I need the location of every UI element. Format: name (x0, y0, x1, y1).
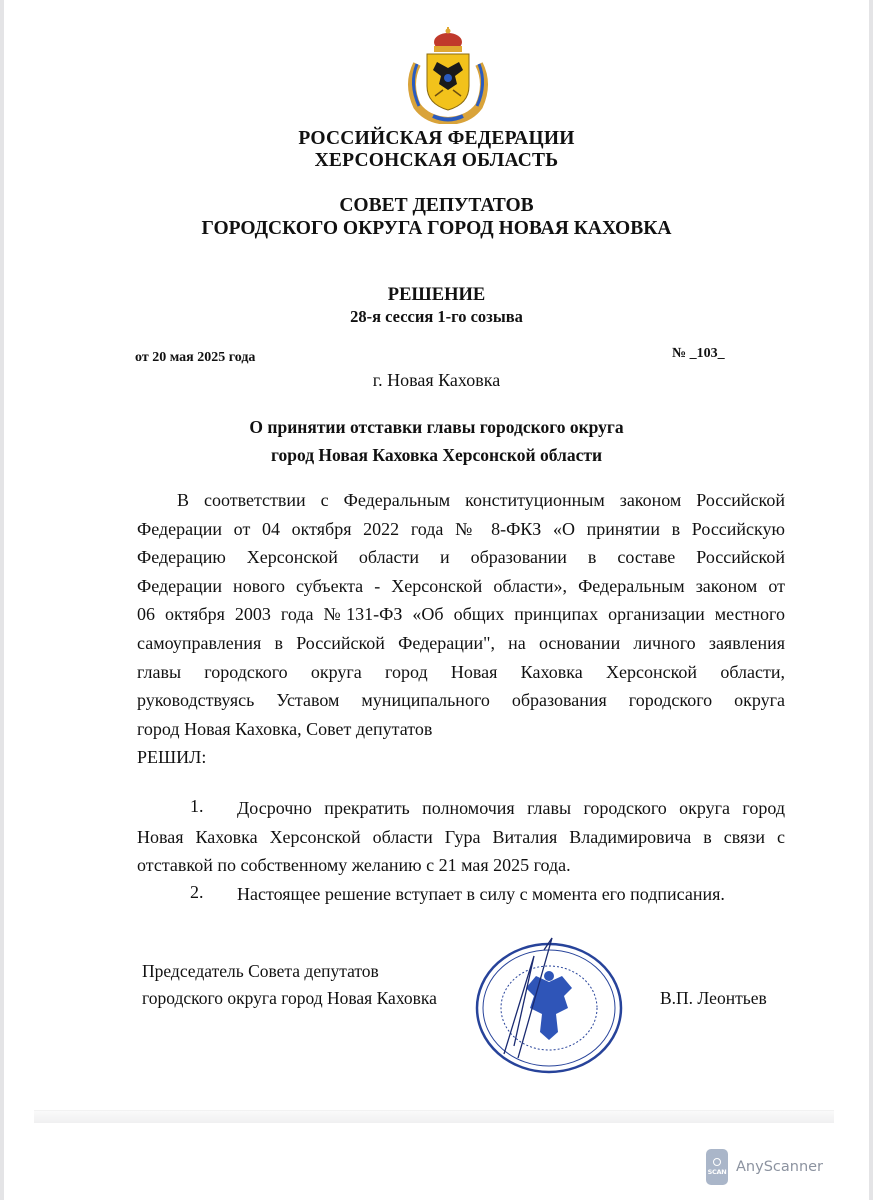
preamble-line: В соответствии с Федеральным конституционным законом Российской (177, 490, 785, 510)
preamble-line: Федерации нового субъекта - Херсонской области», Федеральным законом от (137, 575, 785, 596)
preamble-line: 06 октября 2003 года №131-ФЗ «Об общих принципах организации местного (137, 604, 785, 625)
decision-number: № _103_ (672, 346, 725, 361)
decision-date: от 20 мая 2025 года (135, 350, 256, 365)
signatory-name: В.П. Леонтьев (660, 988, 767, 1008)
signatory-position-line-1: Председатель Совета депутатов (142, 961, 379, 981)
item-line: Досрочно прекратить полномочия главы городского округа город (237, 798, 785, 818)
preamble-line: главы городского округа город Новая Каховка Херсонской области, (137, 661, 785, 682)
item-2-number: 2. (190, 882, 204, 902)
subject-line-1: О принятии отставки главы городского округа (249, 417, 624, 437)
anyscanner-watermark (706, 1149, 823, 1185)
decision-session: 28-я сессия 1-го созыва (350, 307, 523, 326)
page-bottom-edge (34, 1110, 834, 1123)
header-region: ХЕРСОНСКАЯ ОБЛАСТЬ (314, 150, 559, 171)
camera-lens-icon (713, 1158, 721, 1166)
header-country: РОССИЙСКАЯ ФЕДЕРАЦИИ (298, 128, 575, 149)
item-line: отставкой по собственному желанию с 21 мая 2025 года. (137, 855, 571, 876)
preamble-line: город Новая Каховка, Совет депутатов (137, 718, 433, 739)
item-1 (137, 794, 785, 880)
page-edge-right (869, 0, 873, 1200)
item-2 (137, 880, 785, 909)
decision-title: РЕШЕНИЕ (387, 285, 486, 305)
preamble-line: Федерации от 04 октября 2022 года № 8-ФКЗ «О принятии в Российскую (137, 518, 785, 539)
official-seal-icon (474, 936, 624, 1074)
scan-app-icon (706, 1149, 728, 1185)
scan-icon-text: SCAN (707, 1168, 727, 1176)
page-edge-left (0, 0, 4, 1200)
signatory-position-line-2: городского округа город Новая Каховка (142, 988, 437, 1008)
item-1-number: 1. (190, 796, 204, 816)
decision-city: г. Новая Каховка (372, 370, 501, 390)
resolved-label: РЕШИЛ: (137, 747, 207, 768)
subject-line-2: город Новая Каховка Херсонской области (270, 445, 603, 465)
header-municipality: ГОРОДСКОГО ОКРУГА ГОРОД НОВАЯ КАХОВКА (201, 218, 672, 239)
preamble (137, 486, 785, 772)
item-line: Новая Каховка Херсонской области Гура Виталия Владимировича в связи с (137, 826, 785, 847)
kherson-coat-of-arms-icon (403, 24, 493, 124)
scanner-app-name: AnyScanner (736, 1159, 824, 1175)
preamble-line: руководствуясь Уставом муниципального образования городского округа (137, 690, 785, 711)
header-council: СОВЕТ ДЕПУТАТОВ (339, 195, 534, 216)
crown (434, 27, 462, 52)
preamble-line: Федерацию Херсонской области и образовании в составе Российской (137, 547, 785, 568)
preamble-line: самоуправления в Российской Федерации", на основании личного заявления (137, 632, 785, 653)
item-line: Настоящее решение вступает в силу с момента его подписания. (237, 884, 725, 904)
